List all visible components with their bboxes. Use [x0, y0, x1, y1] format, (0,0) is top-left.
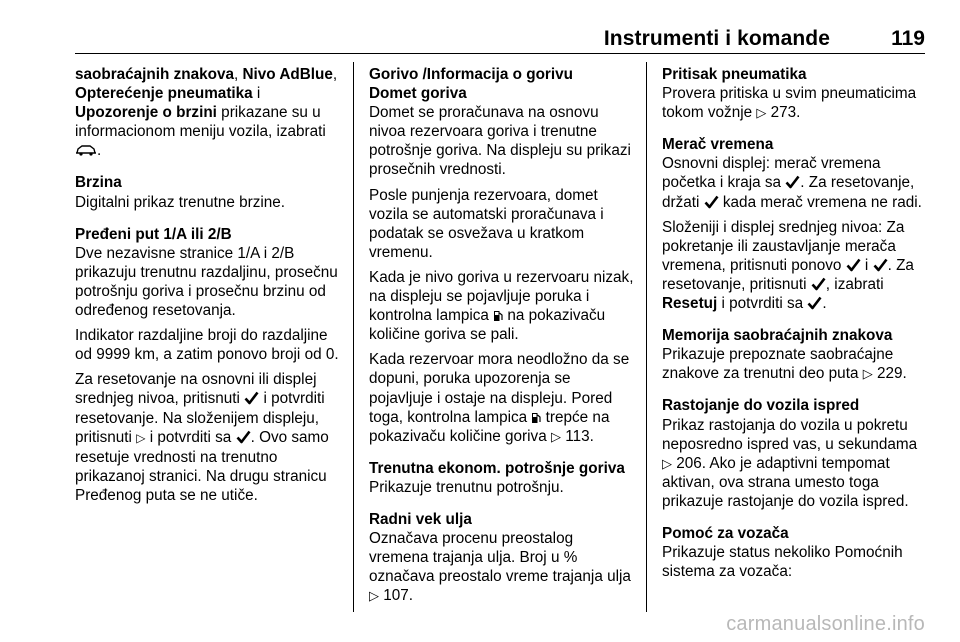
section-text: Dve nezavisne stranice 1/A i 2/B prikazuju trenutnu razdaljinu, prosečnu potrošnju goriva i prosečnu brzinu od određenog resetovanja. [75, 244, 338, 320]
section-predjeni-put [75, 225, 347, 505]
page-title: Instrumenti i komande [603, 27, 830, 50]
text: Osnovni displej: merač vremena početka i kraja sa [662, 155, 881, 192]
text: , [233, 66, 243, 83]
page-reference-icon: ▷ [662, 455, 672, 471]
check-icon [846, 258, 861, 272]
text: Prikaz rastojanja do vozila u pokretu neposredno ispred vas, u sekundama [662, 416, 918, 453]
term: Opterećenje pneumatika [75, 85, 253, 103]
text: , izabrati [825, 275, 884, 293]
section-heading: Merač vremena [662, 136, 774, 154]
text: Kada je nivo goriva u rezervoaru nizak, na displeju se pojavljuje poruka i kontrolna lampica [369, 268, 634, 325]
section-domet [369, 84, 634, 446]
section-text: Indikator razdaljine broji do razdaljine od 9999 km, a zatim ponovo broji od 0. [75, 327, 339, 364]
text: Označava procenu preostalog vremena trajanja ulja. Broj u % označava preostalo vreme trajanja ulja [369, 530, 631, 586]
text: 206. Ako je adaptivni tempomat aktivan, ova strana umesto toga prikazuje rastojanje do vozila ispred. [662, 454, 909, 510]
term: Resetuj [662, 295, 718, 313]
header-rule [75, 53, 925, 54]
term: Upozorenje o brzini [75, 104, 217, 122]
text: . Ovo samo resetuje vrednosti na trenutno prikazanoj stranici. Na drugu stranicu Pređenog puta se ne utiče. [75, 428, 329, 504]
text: i potvrditi resetovanje. Na složenijem displeju, pritisnuti [75, 390, 325, 446]
section-text [662, 416, 928, 511]
text: Provera pritiska u svim pneumaticima tokom vožnje [662, 85, 917, 122]
section-text [369, 350, 634, 445]
text: . Za resetovanje, držati [662, 174, 915, 211]
text: 273. [766, 104, 801, 122]
page-header [0, 0, 960, 52]
text: . [822, 295, 827, 313]
section-pritisak [662, 65, 928, 122]
column-divider [646, 62, 647, 612]
section-text [369, 529, 634, 605]
text: . Za resetovanje, pritisnuti [662, 256, 914, 293]
check-icon [807, 296, 822, 310]
text: prikazane su u informacionom meniju vozila, izabrati [75, 104, 326, 141]
check-icon [785, 175, 800, 189]
page-reference-icon: ▷ [862, 366, 873, 382]
term: Nivo AdBlue [242, 66, 333, 83]
section-text [369, 268, 634, 344]
term: saobraćajnih znakova [75, 66, 234, 83]
text: Kada rezervoar mora neodložno da se dopuni, poruka upozorenja se pojavljuje i ostaje na displeju. Pored toga, kontrolna lampica [369, 351, 630, 426]
page-number: 119 [891, 27, 925, 50]
text: trepće na pokazivaču količine goriva [369, 408, 610, 445]
section-text [662, 154, 928, 211]
section-heading: Pređeni put 1/A ili 2/B [75, 225, 232, 243]
text: . [97, 142, 102, 160]
text: 229. [872, 365, 907, 383]
text: i potvrditi sa [717, 295, 808, 313]
text: Složeniji i displej srednjeg nivoa: Za pokretanje ili zaustavljanje merača vremena, pritisnuti ponovo [662, 218, 905, 274]
section-heading: Radni vek ulja [369, 510, 472, 528]
column-3 [662, 65, 928, 594]
section-heading: Domet goriva [369, 85, 467, 103]
column-1 [75, 65, 347, 518]
section-heading: Trenutna ekonom. potrošnje goriva [369, 459, 625, 477]
text: Za resetovanje na osnovni ili displej srednjeg nivoa, pritisnuti [75, 371, 317, 408]
section-merac [662, 135, 928, 313]
text: i potvrditi sa [145, 428, 236, 446]
section-ulje [369, 510, 634, 605]
page-reference-icon: ▷ [550, 428, 561, 444]
section-text [75, 370, 347, 505]
section-text: Domet se proračunava na osnovu nivoa rezervoara goriva i trenutne potrošnje goriva. Na displeju su prikazi prosečnih vrednosti. [369, 104, 631, 179]
check-icon [704, 195, 719, 209]
section-text: Posle punjenja rezervoara, domet vozila se automatski proračunava i podatak se osvežava u kratkom vremenu. [369, 186, 604, 261]
section-text: Prikazuje trenutnu potrošnju. [369, 478, 564, 496]
section-heading: Pomoć za vozača [662, 524, 789, 542]
arrow-right-icon: ▷ [136, 430, 146, 445]
text: , [332, 66, 338, 83]
watermark: carmanualsonline.info [726, 613, 925, 635]
section-text: Digitalni prikaz trenutne brzine. [75, 193, 286, 211]
text: Prikazuje prepoznate saobraćajne znakove za trenutni deo puta [662, 346, 894, 383]
page-reference-icon: ▷ [756, 105, 767, 121]
text: 113. [560, 427, 594, 445]
fuel-lamp-icon [531, 411, 541, 424]
section-heading: Pritisak pneumatika [662, 66, 807, 83]
section-brzina [75, 173, 347, 211]
check-icon [244, 391, 259, 405]
section-heading: Brzina [75, 174, 122, 192]
section-heading: Rastojanje do vozila ispred [662, 397, 860, 415]
section-text: Prikazuje status nekoliko Pomoćnih sistema za vozača: [662, 544, 903, 581]
check-icon [236, 430, 251, 444]
page-reference-icon: ▷ [369, 588, 379, 604]
section-text [662, 84, 928, 122]
column-divider [353, 62, 354, 612]
text: 107. [379, 587, 414, 605]
section-rastojanje [662, 396, 928, 511]
intro-paragraph [75, 65, 347, 160]
car-icon [75, 144, 97, 156]
text: i [860, 256, 873, 274]
section-heading: Memorija saobraćajnih znakova [662, 327, 893, 345]
section-memorija [662, 326, 928, 383]
section-text [662, 345, 928, 383]
check-icon [873, 258, 888, 272]
column-2 [369, 65, 634, 618]
text: kada merač vremena ne radi. [718, 193, 922, 211]
section-text [662, 218, 928, 313]
text: na pokazivaču količine goriva se pali. [369, 307, 606, 344]
section-heading: Gorivo /Informacija o gorivu [369, 66, 573, 83]
check-icon [811, 277, 826, 291]
section-pomoc [662, 524, 928, 581]
fuel-lamp-icon [493, 309, 503, 322]
text: i [252, 85, 261, 103]
section-ekonom [369, 459, 634, 497]
